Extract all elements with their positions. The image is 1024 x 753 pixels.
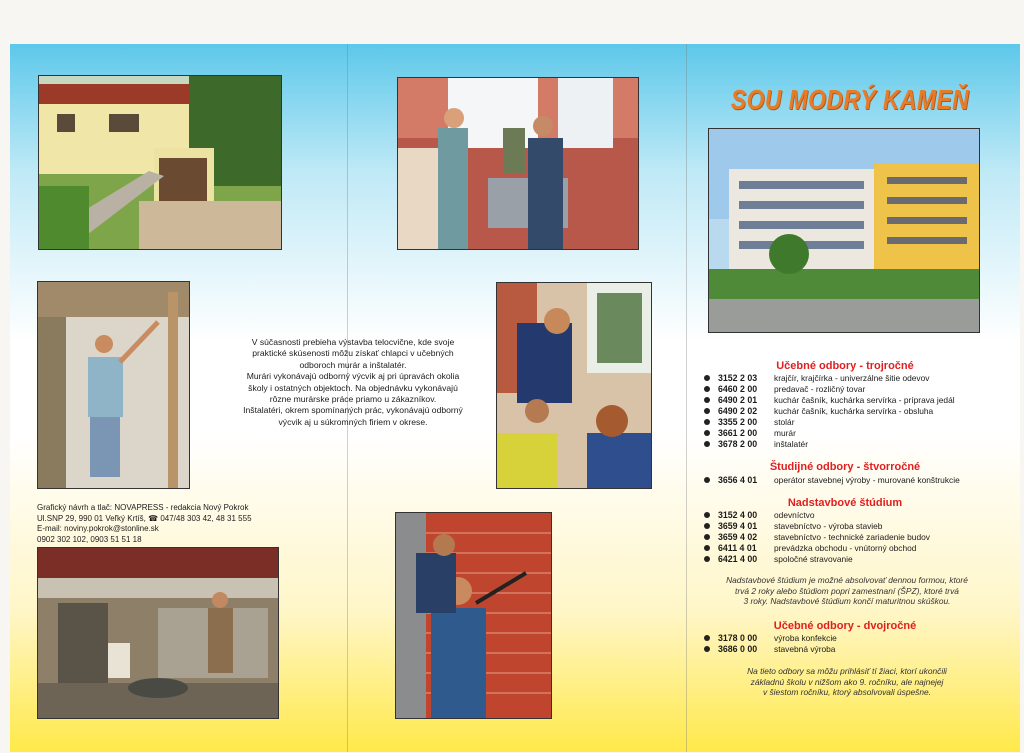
note-line: Na tieto odbory sa môžu prihlásiť tí žiaci, ktorí ukončili [747, 666, 947, 676]
list-item: 3152 4 00 odevníctvo [704, 510, 815, 521]
caption-line: V súčasnosti prebieha výstavba telocvične, kde svoje [251, 337, 455, 347]
students-photo [496, 282, 652, 489]
list-item: 6490 2 01 kuchár čašník, kuchárka servírka - príprava jedál [704, 395, 955, 406]
section-title-stvorrocne: Študijné odbory - štvorročné [769, 461, 921, 473]
credits-line: Grafický návrh a tlač: NOVAPRESS - redakcia Nový Pokrok [37, 503, 249, 512]
list-item: 3686 0 00 stavebná výroba [704, 644, 835, 655]
list-item: 3678 2 00 inštalatér [704, 439, 808, 450]
house-photo [38, 75, 282, 250]
note-line: Nadstavbové štúdium je možné absolvovať dennou formou, ktoré [726, 575, 968, 585]
credits-phone: 0902 302 102, 0903 51 51 18 [37, 534, 142, 544]
caption-line: praktické skúsenosti môžu získať chlapci v učebných [252, 348, 454, 359]
caption-line: rôzne murárske práce priamo u zákazníkov. [269, 394, 437, 405]
fold-line [686, 44, 687, 752]
list-item: 3178 0 00 výroba konfekcie [704, 633, 837, 644]
note-line: 3 roky. Nadstavbové štúdium končí maturitnou skúškou. [743, 596, 951, 607]
note-line: základnú školu v nižšom ako 9. ročníku, ale najnejej [750, 676, 944, 687]
list-item: 3661 2 00 murár [704, 428, 796, 439]
section-title-dvojrocne: Učebné odbory - dvojročné [773, 620, 917, 632]
section-title-nadstavbove: Nadstavbové štúdium [787, 497, 903, 509]
school-title: SOU MODRÝ KAMEŇ [730, 84, 970, 115]
construction-photo [37, 547, 279, 719]
nadstavbove-note [702, 575, 992, 607]
publisher-credits [37, 503, 297, 545]
list-item: 6411 4 01 prevádzka obchodu - vnútorný obchod [704, 543, 916, 554]
caption-line: Murári vykonávajú odborný výcvik aj pri úpravách okolia [246, 371, 460, 382]
credits-address: Ul.SNP 29, 990 01 Veľký Krtíš, ☎ 047/48 303 42, 48 31 555 [37, 513, 252, 523]
drilling-photo [395, 512, 552, 719]
caption-line: Inštalatéri, okrem spomínaných prác, vykonávajú odborný [243, 405, 463, 416]
section-title-trojrocne: Učebné odbory - trojročné [776, 360, 914, 372]
caption-line: školy i ostatných objektoch. Na objednávku vykonávajú [248, 382, 458, 393]
caption-line: výcvik aj u súkromných firiem v okrese. [278, 416, 428, 427]
workshop-photo [397, 77, 639, 250]
note-line: trvá 2 roky alebo štúdiom popri zamestnaní (ŠPZ), ktoré trvá [735, 585, 959, 596]
list-item: 6460 2 00 predavač - rozličný tovar [704, 384, 865, 395]
list-item: 3659 4 01 stavebníctvo - výroba stavieb [704, 521, 882, 532]
list-item: 3659 4 02 stavebníctvo - technické zariadenie budov [704, 532, 930, 543]
painter-photo [37, 281, 190, 489]
photo-caption [228, 337, 478, 428]
note-line: v šiestom ročníku, ktorý absolvovali úspešne. [762, 687, 932, 698]
list-item: 3656 4 01 operátor stavebnej výroby - murované konštrukcie [704, 475, 960, 486]
credits-email: E-mail: noviny.pokrok@stonline.sk [37, 524, 159, 534]
list-item: 3355 2 00 stolár [704, 417, 794, 428]
list-item: 3152 2 03 krajčír, krajčírka - univerzálne šitie odevov [704, 373, 929, 384]
dvojrocne-note [702, 666, 992, 698]
list-item: 6421 4 00 spoločné stravovanie [704, 554, 853, 565]
list-item: 6490 2 02 kuchár čašník, kuchárka servírka - obsluha [704, 406, 933, 417]
caption-line: odboroch murár a inštalatér. [299, 359, 407, 370]
school-building-photo [708, 128, 980, 333]
